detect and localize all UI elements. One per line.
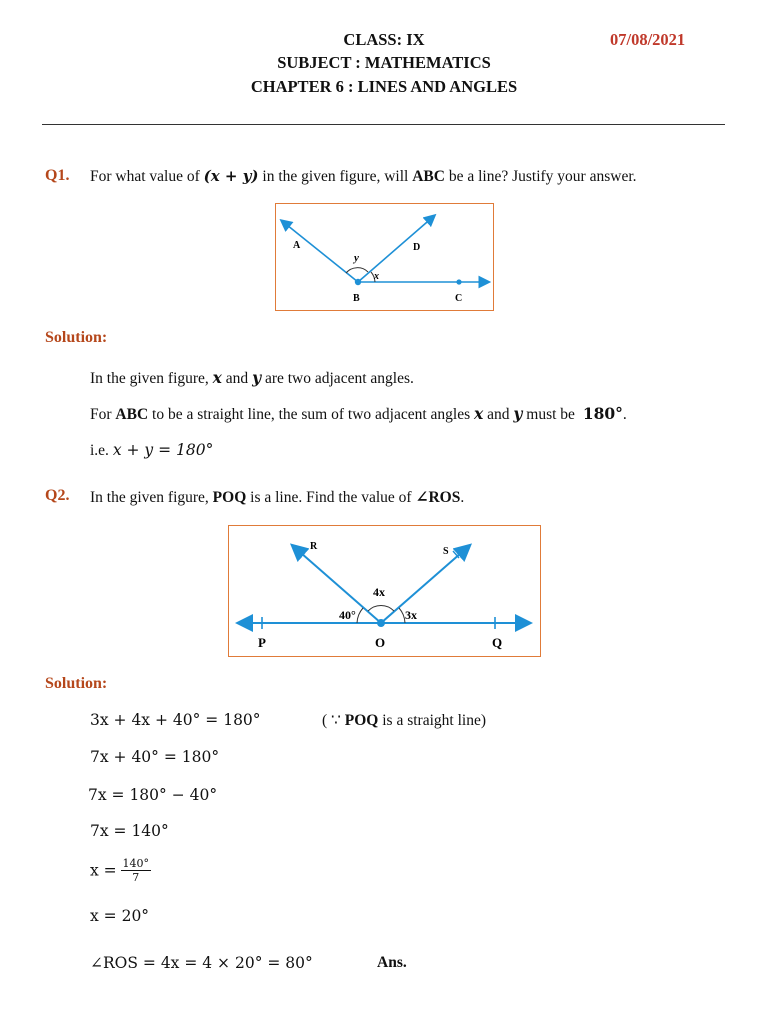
sol1-line3: i.e. x + y = 180° [90, 441, 214, 459]
q2-text: In the given figure, POQ is a line. Find the value of ∠ROS. [90, 489, 465, 506]
answer-label: Ans. [377, 954, 407, 971]
date: 07/08/2021 [610, 30, 686, 49]
q1-label-a: A [293, 240, 301, 251]
class-heading: CLASS: IX [343, 30, 425, 49]
q2-label-p: P [258, 635, 266, 650]
q2-label-o: O [375, 635, 386, 650]
divider [42, 124, 725, 125]
q1-label-y: y [354, 252, 359, 264]
sol2-step1: 3x + 4x + 40° = 180° [90, 711, 261, 729]
solution1-title: Solution: [45, 329, 108, 346]
q1-number: Q1. [45, 167, 70, 184]
sol1-line2: For ABC to be a straight line, the sum of two adjacent angles x and y must be 180°. [90, 404, 627, 423]
q2-label-r: R [310, 541, 318, 552]
sol2-step4: 7x = 140° [90, 822, 169, 840]
q2-figure [228, 525, 541, 657]
subject-heading: SUBJECT : MATHEMATICS [277, 53, 491, 72]
q2-label-s: S [443, 546, 449, 557]
q1-label-x: x [374, 271, 379, 282]
q2-number: Q2. [45, 487, 70, 504]
sol2-step6: x = 20° [90, 907, 150, 925]
q1-label-b: B [353, 293, 360, 304]
solution2-title: Solution: [45, 675, 108, 692]
q2-angle-3x: 3x [405, 608, 417, 622]
q2-label-q: Q [492, 635, 503, 650]
sol2-step3: 7x = 180° − 40° [88, 786, 218, 804]
q1-label-c: C [455, 293, 463, 304]
fraction: $\frac{140^\circ}{7}$ [122, 857, 150, 884]
sol1-line1: In the given figure, x and y are two adjacent angles. [90, 368, 414, 387]
sol2-final: ∠ROS = 4x = 4 × 20° = 80° [90, 954, 313, 972]
q1-figure [275, 203, 494, 311]
q2-angle-40: 40° [339, 608, 356, 622]
q1-label-d: D [413, 242, 421, 253]
chapter-heading: CHAPTER 6 : LINES AND ANGLES [250, 77, 518, 96]
sol2-step2: 7x + 40° = 180° [90, 748, 220, 766]
sol2-step5: x = $\frac{140^\circ}{7}$ [90, 857, 150, 884]
q1-text: For what value of (x + y) in the given figure, will ABC be a line? Justify your answer. [90, 167, 637, 185]
sol2-reason: ( ∵ POQ is a straight line) [322, 712, 486, 729]
q2-angle-4x: 4x [373, 585, 385, 599]
